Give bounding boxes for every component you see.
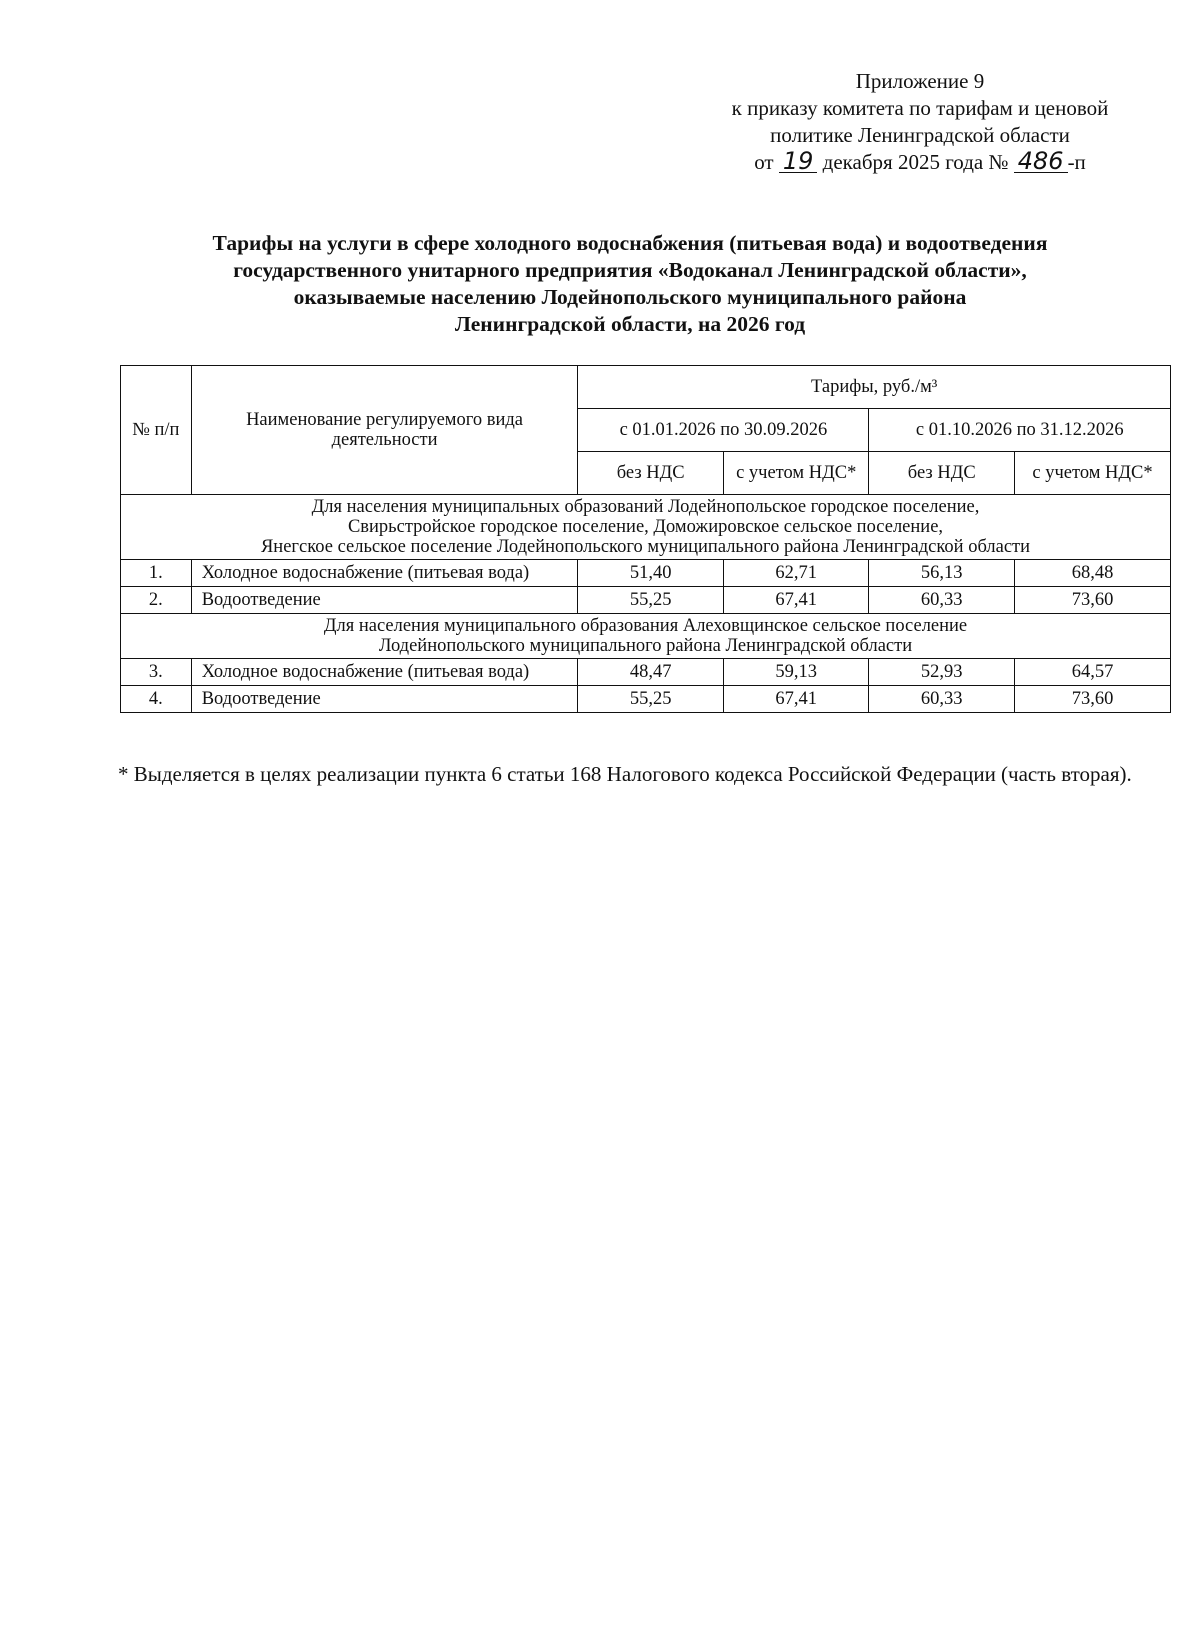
header-p2-without-vat: без НДС (869, 452, 1015, 495)
title-line-2: государственного унитарного предприятия «Водоканал Ленинградской области», (233, 258, 1027, 282)
group-header-1 (121, 495, 1171, 560)
appendix-header (690, 68, 1150, 176)
header-num: № п/п (121, 366, 192, 495)
row-value: 59,13 (723, 659, 869, 686)
table-row (121, 587, 1171, 614)
appendix-committee: политике Ленинградской области (770, 123, 1070, 147)
table-row (121, 686, 1171, 713)
number-suffix: -п (1067, 150, 1086, 174)
appendix-date-line (690, 149, 1150, 176)
document-title (130, 230, 1130, 338)
header-period-1: с 01.01.2026 по 30.09.2026 (578, 409, 869, 452)
row-value: 67,41 (723, 686, 869, 713)
row-num: 4. (121, 686, 192, 713)
row-value: 68,48 (1015, 560, 1171, 587)
date-mid: декабря 2025 года № (822, 150, 1009, 174)
row-value: 56,13 (869, 560, 1015, 587)
header-tariffs: Тарифы, руб./м³ (578, 366, 1171, 409)
row-name: Холодное водоснабжение (питьевая вода) (191, 560, 578, 587)
row-value: 73,60 (1015, 686, 1171, 713)
row-value: 51,40 (578, 560, 724, 587)
group-2-caption (121, 614, 1171, 659)
appendix-number: Приложение 9 (855, 69, 985, 93)
group-header-2 (121, 614, 1171, 659)
title-line-1: Тарифы на услуги в сфере холодного водоснабжения (питьевая вода) и водоотведения (212, 231, 1048, 255)
header-p1-without-vat: без НДС (578, 452, 724, 495)
row-value: 55,25 (578, 686, 724, 713)
row-value: 60,33 (869, 587, 1015, 614)
header-p2-with-vat: с учетом НДС* (1015, 452, 1171, 495)
row-num: 2. (121, 587, 192, 614)
header-period-2: с 01.10.2026 по 31.12.2026 (869, 409, 1171, 452)
title-line-3: оказываемые населению Лодейнопольского муниципального района (293, 285, 967, 309)
row-num: 3. (121, 659, 192, 686)
row-value: 52,93 (869, 659, 1015, 686)
row-name: Водоотведение (191, 686, 578, 713)
table-row (121, 560, 1171, 587)
group-1-caption (121, 495, 1171, 560)
row-value: 67,41 (723, 587, 869, 614)
row-value: 62,71 (723, 560, 869, 587)
row-name: Водоотведение (191, 587, 578, 614)
row-name: Холодное водоснабжение (питьевая вода) (191, 659, 578, 686)
row-num: 1. (121, 560, 192, 587)
handwritten-day: 19 (779, 150, 818, 173)
handwritten-order-number: 486 (1014, 150, 1068, 173)
group-1-line-1: Для населения муниципальных образований Лодейнопольское городское поселение, (311, 497, 980, 517)
header-p1-with-vat: с учетом НДС* (723, 452, 869, 495)
group-2-line-1: Для населения муниципального образования Алеховщинское сельское поселение (323, 616, 968, 636)
table-row (121, 659, 1171, 686)
group-1-line-3: Янегское сельское поселение Лодейнопольского муниципального района Ленинградской области (260, 537, 1031, 557)
appendix-order-ref: к приказу комитета по тарифам и ценовой (731, 96, 1109, 120)
title-line-4: Ленинградской области, на 2026 год (454, 312, 806, 336)
row-value: 60,33 (869, 686, 1015, 713)
row-value: 55,25 (578, 587, 724, 614)
group-2-line-2: Лодейнопольского муниципального района Ленинградской области (378, 636, 913, 656)
row-value: 48,47 (578, 659, 724, 686)
date-prefix: от (754, 150, 774, 174)
header-row-1 (121, 366, 1171, 409)
group-1-line-2: Свирьстройское городское поселение, Доможировское сельское поселение, (347, 517, 944, 537)
row-value: 64,57 (1015, 659, 1171, 686)
tariff-table (120, 365, 1171, 713)
footnote: * Выделяется в целях реализации пункта 6 статьи 168 Налогового кодекса Российской Федерации (часть вторая). (118, 762, 1132, 786)
header-activity-name: Наименование регулируемого вида деятельности (191, 366, 578, 495)
row-value: 73,60 (1015, 587, 1171, 614)
